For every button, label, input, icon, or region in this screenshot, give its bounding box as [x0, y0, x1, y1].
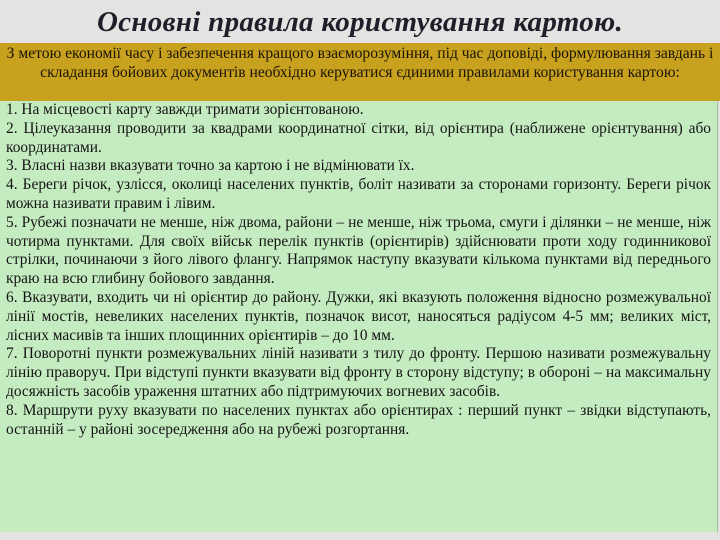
intro-box [0, 43, 720, 101]
rules-list [0, 101, 717, 439]
rule-item: 3. Власні назви вказувати точно за картою і не відмінювати їх. [6, 157, 415, 175]
rule-item: 4. Береги річок, узлісся, околиці населених пунктів, боліт називати за сторонами горизонту. Береги річок можна називати правим і лівим. [6, 176, 711, 212]
rule-item: 6. Вказувати, входить чи ні орієнтир до району. Дужки, які вказують положення відносно розмежувальної лінії мостів, невеликих населених пунктів, позначок висот, наносяться радіусом 4-5 мм; великих міст, лісних масивів та інших площинних орієнтирів – до 10 мм. [6, 288, 711, 344]
rule-item: 7. Поворотні пункти розмежувальних ліній називати з тилу до фронту. Першою називати розмежувальну лінію праворуч. При відступі пункти вказувати від фронту в сторону відступу; в обороні – на максимальну досяжність засобів ураження штатних або підтримуючих вогневих засобів. [6, 345, 711, 400]
intro-text: З метою економії часу і забезпечення кращого взаєморозуміння, під час доповіді, формулювання завдань і складання бойових документів необхідно керуватися єдиними правилами користування картою: [6, 45, 714, 81]
rules-box [0, 101, 718, 532]
rule-item: 5. Рубежі позначати не менше, ніж двома, райони – не менше, ніж трьома, смуги і ділянки – не менше, ніж чотирма пунктами. Для своїх військ перелік пунктів (орієнтирів) здійснювати проти ходу годинникової стрілки, починаючи з його лівого флангу. Напрямок наступу вказувати кількома пунктами від переднього краю на всю глибину бойового завдання. [6, 213, 711, 288]
rule-item: 1. На місцевості карту завжди тримати зорієнтованою. [6, 101, 364, 118]
rule-item: 2. Цілеуказання проводити за квадрами координатної сітки, від орієнтира (наближене орієнтування) або координатами. [6, 119, 711, 156]
slide-title: Основні правила користування картою. [96, 6, 624, 38]
rule-item: 8. Маршрути руху вказувати по населених пунктах або орієнтирах : перший пункт – звідки відступають, останній – у районі зосередження або на рубежі розгортання. [6, 401, 711, 438]
